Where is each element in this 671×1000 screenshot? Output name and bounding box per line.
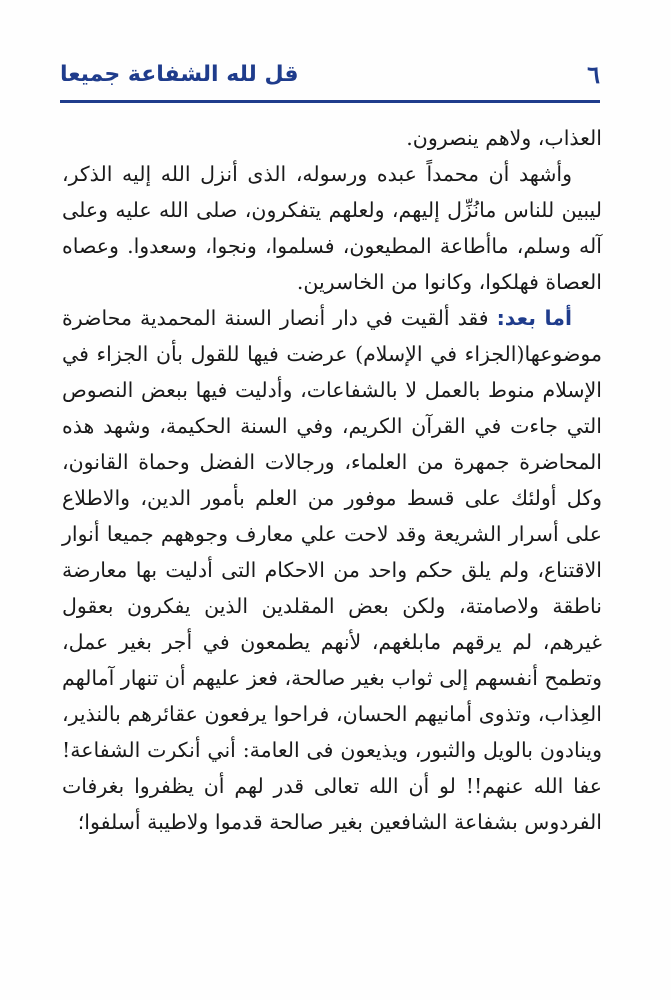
paragraph-3-lead: أما بعد:	[496, 306, 572, 330]
header-rule	[60, 100, 600, 103]
paragraph-1: العذاب، ولاهم ينصرون.	[406, 126, 602, 150]
body-text	[62, 120, 602, 840]
paragraph-3-text: فقد ألقيت في دار أنصار السنة المحمدية محاضرة موضوعها(الجزاء في الإسلام) عرضت فيها للقول بأن الجزاء في الإسلام منوط بالعمل لا بالشفاعات، وأدليت فيها ببعض النصوص التي جاءت في القرآن الكريم، وفي السنة الحكيمة، وشهد هذه المحاضرة جمهرة من العلماء، ورجالات الفضل وحماة القانون، وكل أولئك على قسط موفور من العلم بأمور الدين، والاطلاع على أسرار الشريعة وقد لاحت علي معارف وجوههم جميعا أنوار الاقتناع، ولم يلق حكم واحد من الاحكام التى أدليت بها معارضة ناطقة ولاصامتة، ولكن بعض المقلدين الذين يفكرون بعقول غيرهم، لم يرقهم مابلغهم، لأنهم يطمعون في أجر بغير عمل، وتطمح أنفسهم إلى ثواب بغير صالحة، فعز عليهم أن تنهار آمالهم العِذاب، وتذوى أمانيهم الحسان، فراحوا يرفعون عقائرهم بالنذير، وينادون بالويل والثبور، ويذيعون فى العامة: أني أنكرت الشفاعة! عفا الله عنهم!! لو أن الله تعالى قدر لهم أن يظفروا بغرفات الفردوس بشفاعة الشافعين بغير صالحة قدموا ولاطيبة أسلفوا؛	[62, 306, 602, 834]
page-header	[60, 58, 600, 102]
page-number: ٦	[587, 60, 600, 89]
paragraph-3	[62, 300, 602, 840]
paragraph-2: وأشهد أن محمداً عبده ورسوله، الذى أنزل الله إليه الذكر، ليبين للناس مانُزِّل إليهم، ولعلهم يتفكرون، صلى الله عليه وعلى آله وسلم، ماأطاعة المطيعون، فسلموا، ونجوا، وسعدوا. وعصاه العصاة فهلكوا، وكانوا من الخاسرين.	[62, 162, 602, 294]
running-title: قل لله الشفاعة جميعا	[60, 62, 299, 87]
